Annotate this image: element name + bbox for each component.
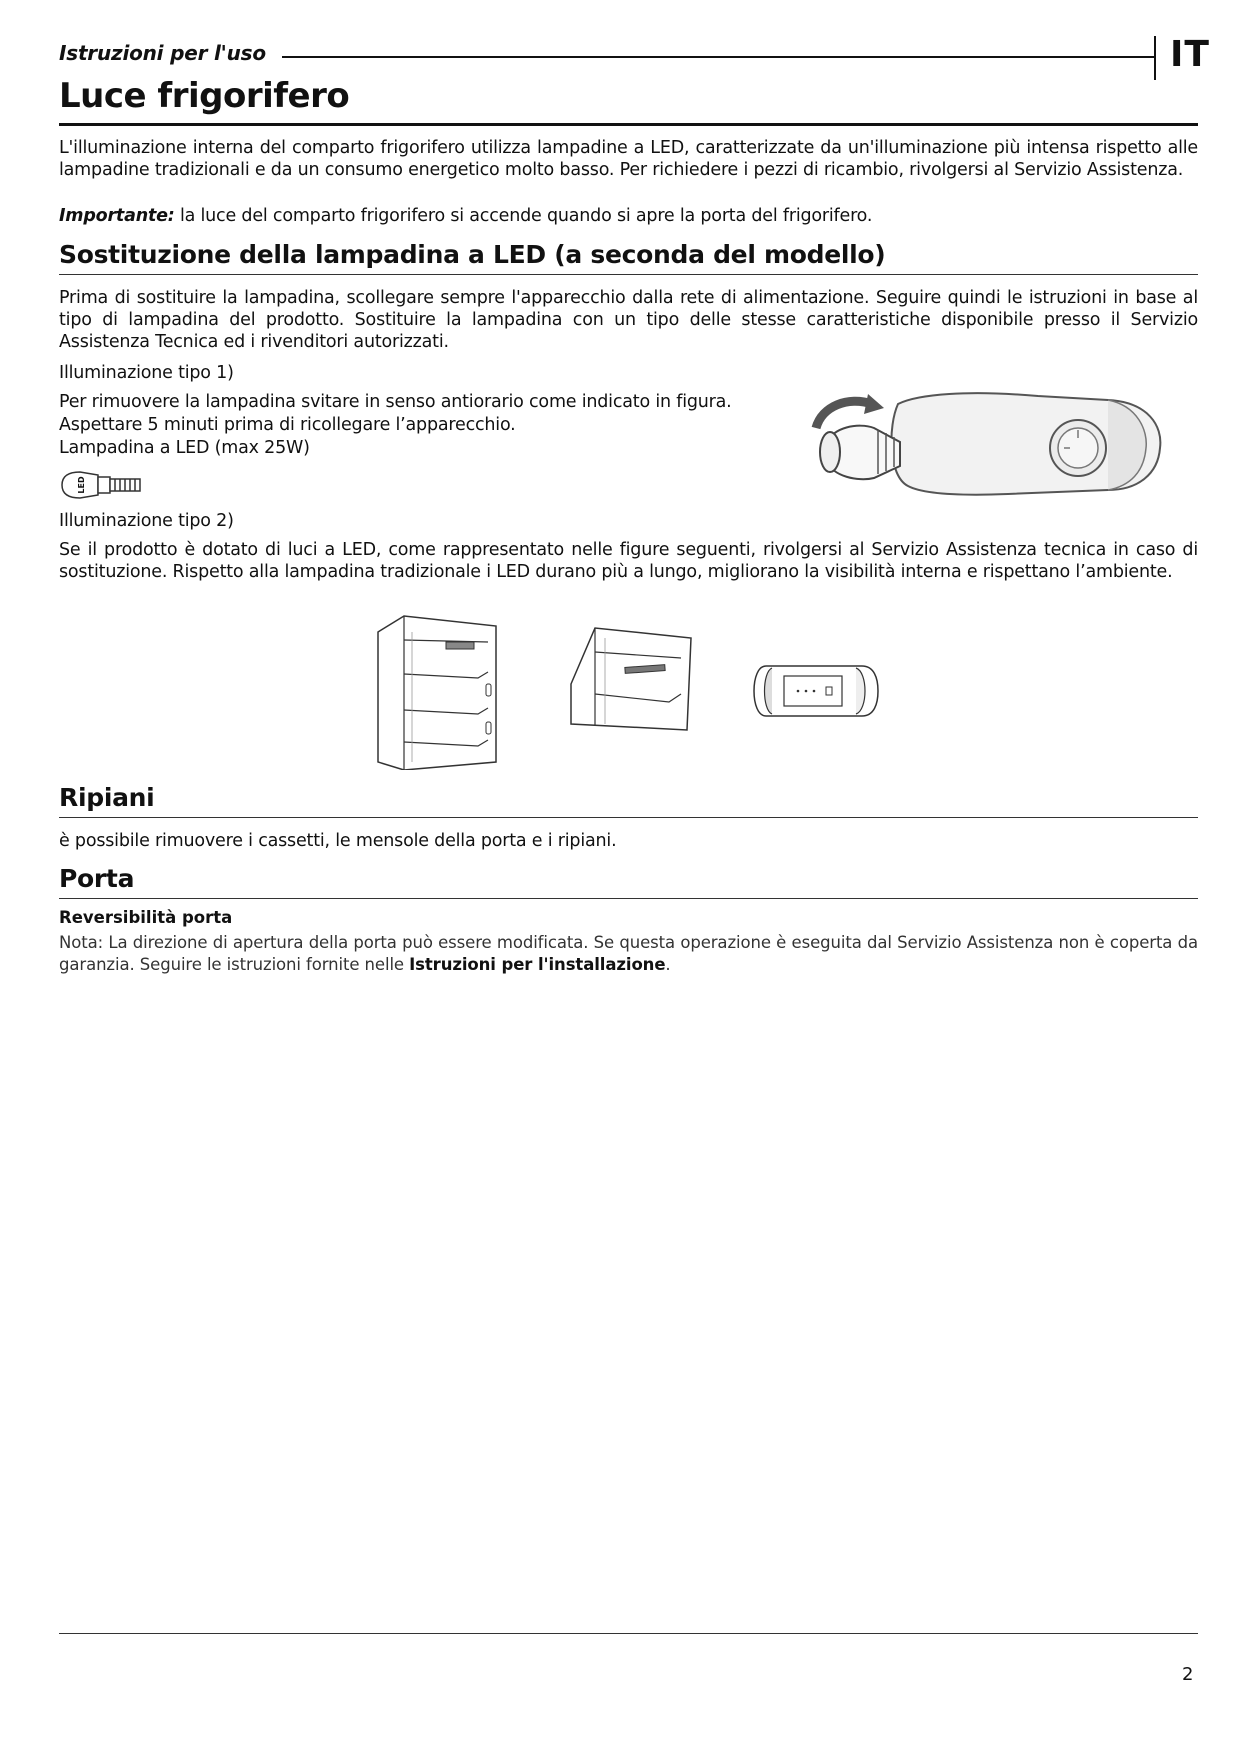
led-intro-paragraph: Prima di sostituire la lampadina, scollegare sempre l'apparecchio dalla rete di alimentazione. Seguire quindi le istruzioni in base al tipo di lampadina del prodotto. Sostituire la lampadina con un tipo delle stesse caratteristiche disponibile presso il Servizio Assistenza Tecnica ed i rivenditori autorizzati. (59, 288, 1198, 352)
important-note (59, 205, 872, 227)
type2-paragraph: Se il prodotto è dotato di luci a LED, come rappresentato nelle figure seguenti, rivolgersi al Servizio Assistenza tecnica in caso di sostituzione. Rispetto alla lampadina tradizionale i LED durano più a lungo, migliorano la visibilità interna e rispettano l’ambiente. (59, 540, 1198, 582)
section-title-door: Porta (59, 864, 135, 893)
fridge-top-illustration (565, 624, 695, 734)
section-rule-door (59, 898, 1198, 899)
installation-instructions-ref: Istruzioni per l'installazione (409, 955, 666, 974)
door-subtitle: Reversibilità porta (59, 908, 233, 927)
page-number: 2 (1182, 1664, 1194, 1685)
footer-rule (59, 1633, 1198, 1634)
header-divider (1154, 36, 1156, 80)
led-module-illustration (752, 662, 880, 720)
important-label: Importante: (59, 206, 175, 226)
lamp-removal-illustration (808, 386, 1168, 506)
door-note-text: Nota: La direzione di apertura della porta può essere modificata. Se questa operazione è eseguita dal Servizio Assistenza non è coperta da garanzia. Seguire le istruzioni fornite nelle (59, 933, 1198, 974)
section-rule-led (59, 274, 1198, 275)
important-text: la luce del comparto frigorifero si accende quando si apre la porta del frigorifero. (174, 206, 873, 226)
type1-instruction: Per rimuovere la lampadina svitare in senso antiorario come indicato in figura. (59, 392, 732, 412)
type1-wait-note: Aspettare 5 minuti prima di ricollegare l’apparecchio. (59, 415, 516, 435)
intro-paragraph: L'illuminazione interna del comparto frigorifero utilizza lampadine a LED, caratterizzate da un'illuminazione più intensa rispetto alle lampadine tradizionali e da un consumo energetico molto basso. Per richiedere i pezzi di ricambio, rivolgersi al Servizio Assistenza. (59, 138, 1198, 180)
fridge-interior-illustration (368, 612, 508, 770)
type2-label: Illuminazione tipo 2) (59, 511, 234, 531)
led-bulb-icon (58, 469, 150, 501)
language-code: IT (1170, 34, 1210, 75)
door-note-end: . (665, 955, 671, 974)
type1-label: Illuminazione tipo 1) (59, 363, 234, 383)
type1-bulb-spec: Lampadina a LED (max 25W) (59, 438, 310, 458)
door-note (59, 932, 1198, 976)
page-title: Luce frigorifero (59, 76, 350, 116)
shelves-text: è possibile rimuovere i cassetti, le mensole della porta e i ripiani. (59, 831, 617, 851)
title-rule (59, 123, 1198, 126)
section-title-led: Sostituzione della lampadina a LED (a seconda del modello) (59, 240, 886, 269)
document-label: Istruzioni per l'uso (59, 41, 266, 65)
header-rule (282, 56, 1154, 58)
led-icon-label: LED (77, 476, 86, 494)
section-title-shelves: Ripiani (59, 783, 155, 812)
section-rule-shelves (59, 817, 1198, 818)
